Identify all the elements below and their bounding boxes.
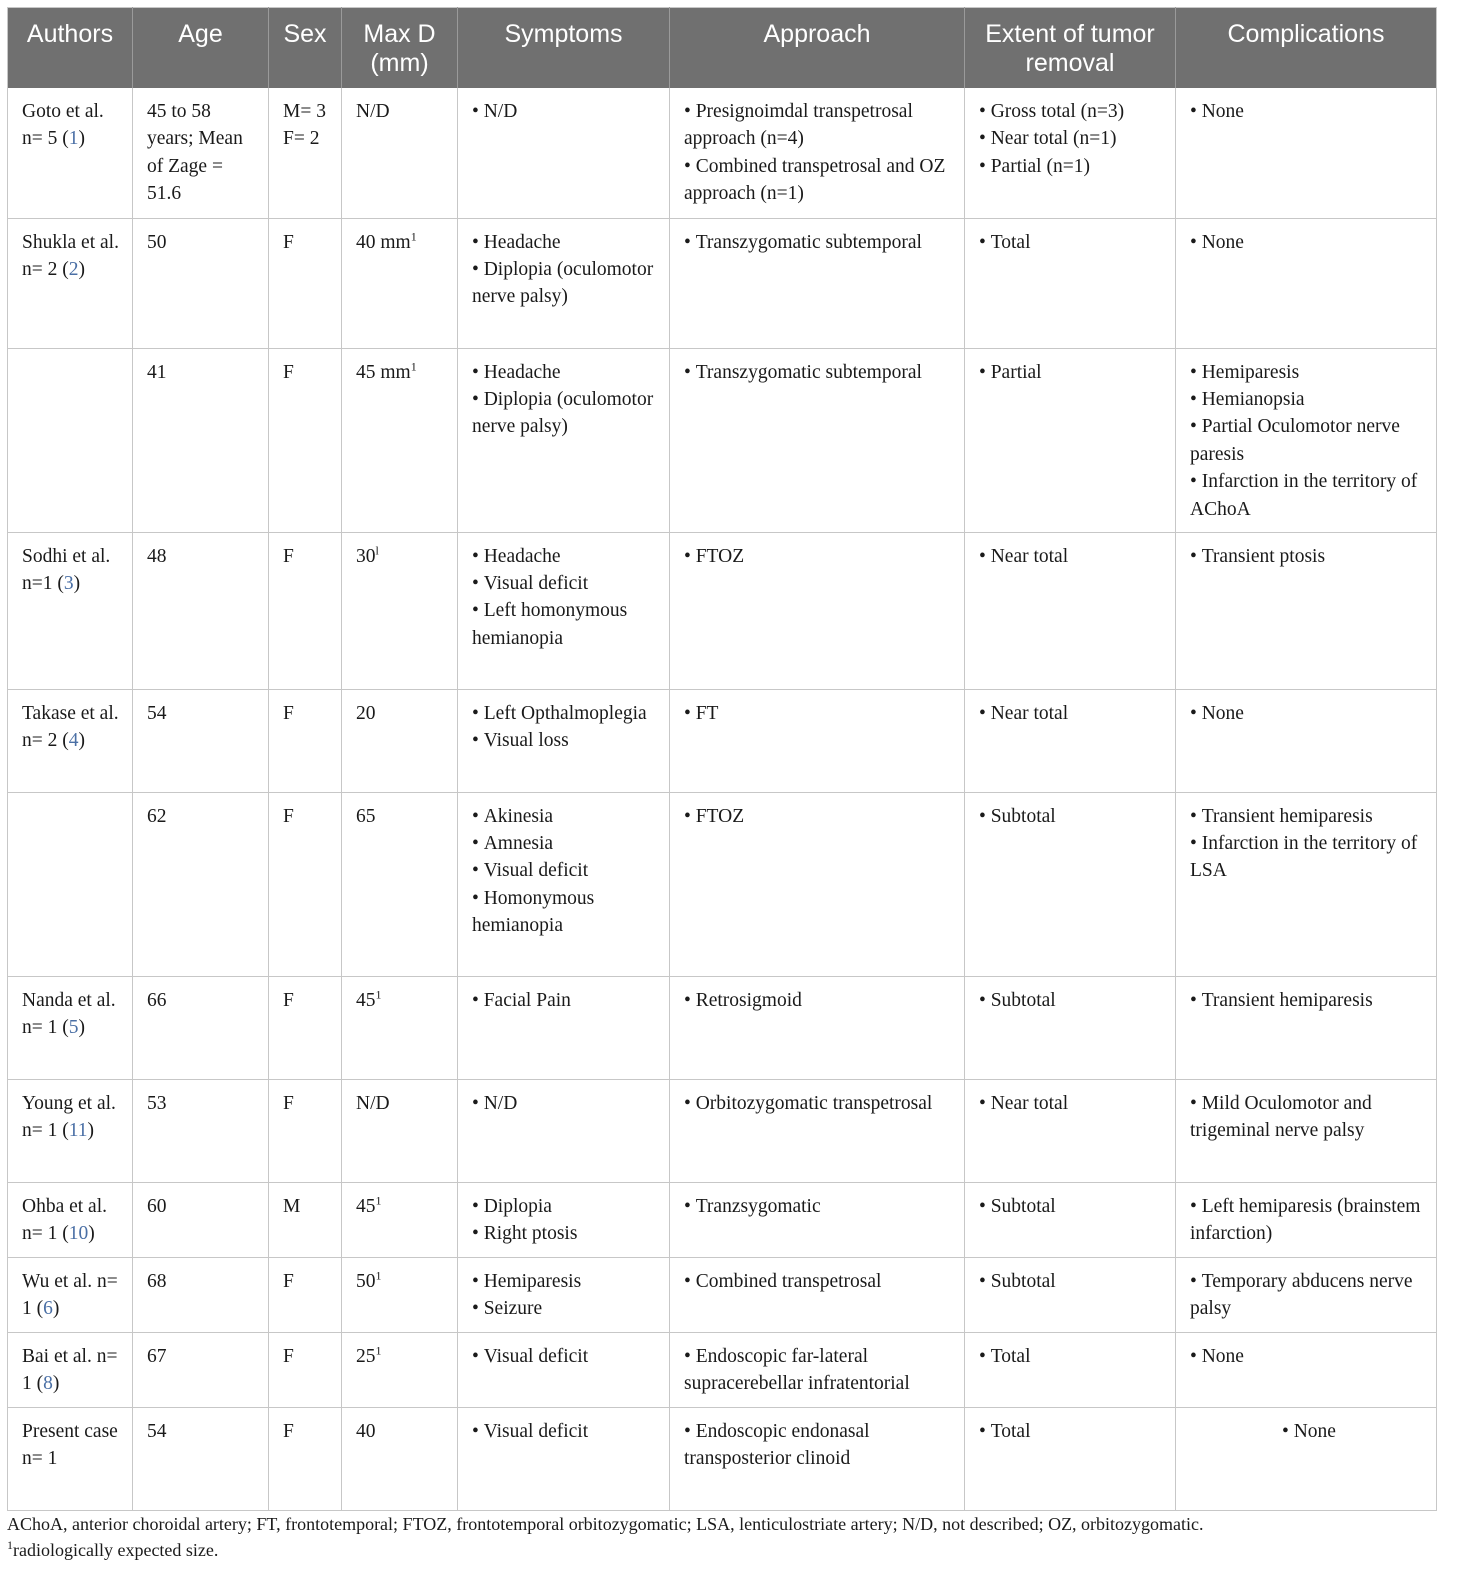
symptom-item: • Visual loss bbox=[472, 727, 661, 754]
cell-max-d bbox=[342, 1257, 458, 1332]
cell-approach bbox=[670, 1332, 965, 1407]
cell-complications bbox=[1176, 1182, 1437, 1257]
author-n: n= 1 ( bbox=[22, 1016, 69, 1038]
symptom-item: • Visual deficit bbox=[472, 1343, 661, 1370]
max-d-value: 50 bbox=[356, 1270, 376, 1292]
cell-age: 67 bbox=[133, 1332, 269, 1407]
approach-list bbox=[684, 229, 956, 256]
table-row bbox=[8, 88, 1437, 218]
approach-list bbox=[684, 1268, 956, 1295]
cell-complications bbox=[1176, 532, 1437, 689]
max-d-value: 45 bbox=[356, 989, 376, 1011]
cell-complications bbox=[1176, 689, 1437, 792]
cell-max-d bbox=[342, 792, 458, 976]
complications-list bbox=[1190, 1418, 1428, 1445]
symptom-item: • Diplopia (oculomotor nerve palsy) bbox=[472, 256, 661, 311]
table-row bbox=[8, 218, 1437, 348]
max-d-value: 30 bbox=[356, 545, 376, 567]
symptom-item: • Seizure bbox=[472, 1295, 661, 1322]
cell-age: 62 bbox=[133, 792, 269, 976]
cell-extent bbox=[965, 1257, 1176, 1332]
reference-link[interactable]: 11 bbox=[68, 1119, 88, 1141]
cell-max-d bbox=[342, 689, 458, 792]
complication-item: • Hemiparesis bbox=[1190, 359, 1428, 386]
reference-link[interactable]: 3 bbox=[63, 572, 74, 594]
symptoms-list bbox=[472, 1090, 661, 1117]
cell-age: 41 bbox=[133, 348, 269, 532]
symptom-item: • Visual deficit bbox=[472, 570, 661, 597]
extent-item: • Partial (n=1) bbox=[979, 153, 1167, 180]
complications-list bbox=[1190, 1268, 1428, 1323]
cell-symptoms bbox=[458, 1332, 670, 1407]
complication-item: • Transient hemiparesis bbox=[1190, 987, 1428, 1014]
extent-item: • Near total bbox=[979, 1090, 1167, 1117]
extent-list bbox=[979, 1343, 1167, 1370]
symptoms-list bbox=[472, 359, 661, 441]
max-d-value: N/D bbox=[356, 1092, 390, 1114]
cell-sex: F bbox=[269, 348, 342, 532]
cell-symptoms bbox=[458, 976, 670, 1079]
reference-link[interactable]: 8 bbox=[43, 1372, 53, 1394]
author-n: n= 1 bbox=[22, 1447, 58, 1469]
symptoms-list bbox=[472, 98, 661, 125]
reference-close: ) bbox=[78, 258, 85, 280]
max-d-value: 65 bbox=[356, 805, 376, 827]
cell-sex: F bbox=[269, 1407, 342, 1510]
extent-item: • Partial bbox=[979, 359, 1167, 386]
cell-sex: F bbox=[269, 689, 342, 792]
reference-link[interactable]: 5 bbox=[68, 1016, 79, 1038]
complication-item: • Transient hemiparesis bbox=[1190, 803, 1428, 830]
symptoms-list bbox=[472, 803, 661, 940]
symptom-item: • Left Opthalmoplegia bbox=[472, 700, 661, 727]
reference-close: ) bbox=[78, 729, 85, 751]
extent-list bbox=[979, 229, 1167, 256]
symptom-item: • Hemiparesis bbox=[472, 1268, 661, 1295]
author-name: Shukla et al. bbox=[22, 231, 119, 253]
complications-list bbox=[1190, 803, 1428, 885]
table-row bbox=[8, 1257, 1437, 1332]
symptoms-list bbox=[472, 1418, 661, 1445]
complication-item: • None bbox=[1190, 98, 1428, 125]
cell-authors bbox=[8, 1079, 133, 1182]
cell-symptoms bbox=[458, 1407, 670, 1510]
complications-list bbox=[1190, 543, 1428, 570]
header-age: Age bbox=[133, 8, 269, 89]
max-d-footnote-marker: 1 bbox=[375, 1343, 382, 1357]
complications-list bbox=[1190, 229, 1428, 256]
cell-age: 54 bbox=[133, 689, 269, 792]
approach-list bbox=[684, 359, 956, 386]
cell-symptoms bbox=[458, 1182, 670, 1257]
symptom-item: • Diplopia bbox=[472, 1193, 661, 1220]
approach-item: • Endoscopic endonasal transposterior clinoid bbox=[684, 1418, 956, 1473]
extent-item: • Gross total (n=3) bbox=[979, 98, 1167, 125]
cell-sex: F bbox=[269, 976, 342, 1079]
cell-approach bbox=[670, 1257, 965, 1332]
max-d-footnote-marker: 1 bbox=[375, 1268, 382, 1282]
table-row bbox=[8, 689, 1437, 792]
author-n: n= 2 ( bbox=[22, 258, 69, 280]
approach-list bbox=[684, 1418, 956, 1473]
extent-list bbox=[979, 543, 1167, 570]
symptom-item: • Diplopia (oculomotor nerve palsy) bbox=[472, 386, 661, 441]
author-name: Nanda et al. bbox=[22, 989, 116, 1011]
header-row bbox=[8, 8, 1437, 89]
cell-authors bbox=[8, 532, 133, 689]
cell-complications bbox=[1176, 1257, 1437, 1332]
cell-sex: M bbox=[269, 1182, 342, 1257]
max-d-value: 40 mm bbox=[356, 231, 411, 253]
symptoms-list bbox=[472, 229, 661, 311]
cell-authors bbox=[8, 218, 133, 348]
symptom-item: • Headache bbox=[472, 229, 661, 256]
cell-authors bbox=[8, 792, 133, 976]
cell-age: 50 bbox=[133, 218, 269, 348]
approach-item: • Combined transpetrosal and OZ approach (n=1) bbox=[684, 153, 956, 208]
complication-item: • Temporary abducens nerve palsy bbox=[1190, 1268, 1428, 1323]
author-name: Wu et al. bbox=[22, 1270, 93, 1292]
symptom-item: • Amnesia bbox=[472, 830, 661, 857]
cell-approach bbox=[670, 689, 965, 792]
cell-max-d bbox=[342, 88, 458, 218]
cell-symptoms bbox=[458, 1079, 670, 1182]
complications-list bbox=[1190, 1343, 1428, 1370]
reference-close: ) bbox=[78, 128, 85, 150]
reference-link[interactable]: 6 bbox=[43, 1297, 53, 1319]
approach-item: • FT bbox=[684, 700, 956, 727]
approach-list bbox=[684, 1343, 956, 1398]
reference-close: ) bbox=[52, 1372, 60, 1394]
approach-list bbox=[684, 1090, 956, 1117]
extent-list bbox=[979, 1418, 1167, 1445]
complication-item: • None bbox=[1190, 700, 1428, 727]
header-authors: Authors bbox=[8, 8, 133, 89]
table-row bbox=[8, 1407, 1437, 1510]
approach-item: • Presignoimdal transpetrosal approach (n=4) bbox=[684, 98, 956, 153]
symptom-item: • Left homonymous hemianopia bbox=[472, 597, 661, 652]
cell-extent bbox=[965, 218, 1176, 348]
cell-extent bbox=[965, 1079, 1176, 1182]
cell-approach bbox=[670, 1182, 965, 1257]
cell-authors bbox=[8, 976, 133, 1079]
approach-item: • Endoscopic far-lateral supracerebellar infratentorial bbox=[684, 1343, 956, 1398]
symptom-item: • Headache bbox=[472, 359, 661, 386]
complications-list bbox=[1190, 987, 1428, 1014]
complication-item: • None bbox=[1190, 1343, 1428, 1370]
table-row bbox=[8, 532, 1437, 689]
cell-extent bbox=[965, 976, 1176, 1079]
review-table-wrapper bbox=[7, 7, 1436, 1511]
symptoms-list bbox=[472, 700, 661, 755]
cell-symptoms bbox=[458, 1257, 670, 1332]
cell-extent bbox=[965, 532, 1176, 689]
extent-item: • Near total (n=1) bbox=[979, 125, 1167, 152]
cell-complications bbox=[1176, 1079, 1437, 1182]
reference-close: ) bbox=[87, 1119, 95, 1141]
max-d-value: 40 bbox=[356, 1420, 376, 1442]
symptoms-list bbox=[472, 1268, 661, 1323]
cell-sex: F bbox=[269, 1079, 342, 1182]
approach-item: • Retrosigmoid bbox=[684, 987, 956, 1014]
cell-sex: F bbox=[269, 792, 342, 976]
symptom-item: • Homonymous hemianopia bbox=[472, 885, 661, 940]
cell-extent bbox=[965, 792, 1176, 976]
approach-item: • Orbitozygomatic transpetrosal bbox=[684, 1090, 956, 1117]
cell-sex: M= 3 F= 2 bbox=[269, 88, 342, 218]
symptom-item: • Right ptosis bbox=[472, 1220, 661, 1247]
extent-item: • Subtotal bbox=[979, 1268, 1167, 1295]
approach-item: • Combined transpetrosal bbox=[684, 1268, 956, 1295]
abbreviations-note: AChoA, anterior choroidal artery; FT, frontotemporal; FTOZ, frontotemporal orbitozygomatic; LSA, lenticulostriate artery; N/D, not described; OZ, orbitozygomatic. bbox=[7, 1514, 1204, 1534]
complication-item: • None bbox=[1190, 1418, 1428, 1445]
max-d-value: 45 mm bbox=[356, 361, 411, 383]
cell-extent bbox=[965, 348, 1176, 532]
cell-approach bbox=[670, 792, 965, 976]
extent-list bbox=[979, 803, 1167, 830]
author-n: n= 1 ( bbox=[22, 1345, 118, 1394]
extent-list bbox=[979, 987, 1167, 1014]
complication-item: • Left hemiparesis (brainstem infarction) bbox=[1190, 1193, 1428, 1248]
cell-age: 68 bbox=[133, 1257, 269, 1332]
extent-list bbox=[979, 1268, 1167, 1295]
complications-list bbox=[1190, 359, 1428, 523]
extent-list bbox=[979, 98, 1167, 180]
complication-item: • Partial Oculomotor nerve paresis bbox=[1190, 413, 1428, 468]
cell-age: 48 bbox=[133, 532, 269, 689]
header-approach: Approach bbox=[670, 8, 965, 89]
approach-item: • Transzygomatic subtemporal bbox=[684, 359, 956, 386]
max-d-value: 45 bbox=[356, 1195, 376, 1217]
extent-item: • Subtotal bbox=[979, 1193, 1167, 1220]
table-row bbox=[8, 792, 1437, 976]
cell-age: 53 bbox=[133, 1079, 269, 1182]
author-n: n= 1 ( bbox=[22, 1222, 69, 1244]
complications-list bbox=[1190, 98, 1428, 125]
reference-link[interactable]: 2 bbox=[68, 258, 79, 280]
table-row bbox=[8, 1332, 1437, 1407]
cell-max-d bbox=[342, 532, 458, 689]
cell-sex: F bbox=[269, 218, 342, 348]
extent-item: • Total bbox=[979, 229, 1167, 256]
author-n: n= 1 ( bbox=[22, 1270, 118, 1319]
cell-approach bbox=[670, 218, 965, 348]
cell-complications bbox=[1176, 976, 1437, 1079]
table-row bbox=[8, 976, 1437, 1079]
author-n: n= 2 ( bbox=[22, 729, 69, 751]
symptom-item: • N/D bbox=[472, 1090, 661, 1117]
cell-symptoms bbox=[458, 218, 670, 348]
cell-extent bbox=[965, 1182, 1176, 1257]
author-name: Sodhi et al. bbox=[22, 545, 111, 567]
extent-item: • Subtotal bbox=[979, 803, 1167, 830]
approach-item: • Transzygomatic subtemporal bbox=[684, 229, 956, 256]
cell-symptoms bbox=[458, 532, 670, 689]
complication-item: • Transient ptosis bbox=[1190, 543, 1428, 570]
approach-list bbox=[684, 803, 956, 830]
author-name: Ohba et al. bbox=[22, 1195, 108, 1217]
max-d-value: N/D bbox=[356, 101, 390, 122]
cell-complications bbox=[1176, 792, 1437, 976]
author-name: Takase et al. bbox=[22, 702, 119, 724]
cell-symptoms bbox=[458, 792, 670, 976]
cell-max-d bbox=[342, 976, 458, 1079]
cell-age: 60 bbox=[133, 1182, 269, 1257]
extent-item: • Total bbox=[979, 1418, 1167, 1445]
extent-item: • Near total bbox=[979, 543, 1167, 570]
author-n: n= 5 ( bbox=[22, 128, 69, 150]
header-extent: Extent of tumor removal bbox=[965, 8, 1176, 89]
extent-item: • Total bbox=[979, 1343, 1167, 1370]
cell-authors bbox=[8, 1332, 133, 1407]
symptom-item: • Visual deficit bbox=[472, 1418, 661, 1445]
max-d-value: 25 bbox=[356, 1345, 376, 1367]
cell-max-d bbox=[342, 1407, 458, 1510]
symptom-item: • Akinesia bbox=[472, 803, 661, 830]
max-d-footnote-marker: 1 bbox=[375, 987, 382, 1001]
author-name: Young et al. bbox=[22, 1092, 116, 1114]
cell-symptoms bbox=[458, 88, 670, 218]
cell-authors bbox=[8, 1182, 133, 1257]
header-sex: Sex bbox=[269, 8, 342, 89]
header-complications: Complications bbox=[1176, 8, 1437, 89]
cell-complications bbox=[1176, 218, 1437, 348]
cell-authors bbox=[8, 1257, 133, 1332]
footnote-marker: 1 bbox=[7, 1538, 13, 1552]
cell-complications bbox=[1176, 348, 1437, 532]
author-name: Present case bbox=[22, 1420, 118, 1442]
reference-link[interactable]: 4 bbox=[68, 729, 79, 751]
cell-sex: F bbox=[269, 532, 342, 689]
max-d-value: 20 bbox=[356, 702, 376, 724]
cell-extent bbox=[965, 1407, 1176, 1510]
cell-approach bbox=[670, 976, 965, 1079]
symptoms-list bbox=[472, 543, 661, 653]
max-d-footnote-marker: 1 bbox=[410, 359, 417, 373]
max-d-footnote-marker: 1 bbox=[410, 229, 417, 243]
symptom-item: • Visual deficit bbox=[472, 857, 661, 884]
cell-max-d bbox=[342, 1079, 458, 1182]
extent-list bbox=[979, 1193, 1167, 1220]
symptoms-list bbox=[472, 1193, 661, 1248]
cell-sex: F bbox=[269, 1332, 342, 1407]
cell-approach bbox=[670, 348, 965, 532]
header-max-d: Max D (mm) bbox=[342, 8, 458, 89]
table-row bbox=[8, 348, 1437, 532]
approach-list bbox=[684, 543, 956, 570]
author-n: n=1 ( bbox=[22, 572, 64, 594]
author-name: Goto et al. bbox=[22, 101, 104, 122]
cell-approach bbox=[670, 532, 965, 689]
cell-extent bbox=[965, 88, 1176, 218]
table-row bbox=[8, 1079, 1437, 1182]
cell-complications bbox=[1176, 1407, 1437, 1510]
author-n: n= 1 ( bbox=[22, 1119, 69, 1141]
reference-link[interactable]: 10 bbox=[68, 1222, 89, 1244]
symptom-item: • Headache bbox=[472, 543, 661, 570]
expected-size-text: radiologically expected size. bbox=[13, 1540, 219, 1560]
complication-item: • Hemianopsia bbox=[1190, 386, 1428, 413]
symptoms-list bbox=[472, 1343, 661, 1370]
reference-close: ) bbox=[88, 1222, 95, 1244]
cell-approach bbox=[670, 88, 965, 218]
header-symptoms: Symptoms bbox=[458, 8, 670, 89]
table-footnotes bbox=[7, 1511, 1436, 1563]
cell-symptoms bbox=[458, 348, 670, 532]
complications-list bbox=[1190, 1090, 1428, 1145]
cell-symptoms bbox=[458, 689, 670, 792]
complication-item: • Infarction in the territory of AChoA bbox=[1190, 468, 1428, 523]
max-d-footnote-marker: l bbox=[375, 543, 379, 557]
author-name: Bai et al. bbox=[22, 1345, 92, 1367]
approach-item: • Tranzsygomatic bbox=[684, 1193, 956, 1220]
reference-close: ) bbox=[73, 572, 81, 594]
cell-complications bbox=[1176, 88, 1437, 218]
complication-item: • Infarction in the territory of LSA bbox=[1190, 830, 1428, 885]
cell-extent bbox=[965, 1332, 1176, 1407]
cell-max-d bbox=[342, 348, 458, 532]
cell-approach bbox=[670, 1079, 965, 1182]
cell-sex: F bbox=[269, 1257, 342, 1332]
cell-extent bbox=[965, 689, 1176, 792]
cell-max-d bbox=[342, 1332, 458, 1407]
complications-list bbox=[1190, 1193, 1428, 1248]
cell-age: 45 to 58 years; Mean of Zage = 51.6 bbox=[133, 88, 269, 218]
cell-approach bbox=[670, 1407, 965, 1510]
reference-link[interactable]: 1 bbox=[68, 128, 79, 150]
approach-item: • FTOZ bbox=[684, 803, 956, 830]
complication-item: • Mild Oculomotor and trigeminal nerve palsy bbox=[1190, 1090, 1428, 1145]
symptom-item: • Facial Pain bbox=[472, 987, 661, 1014]
approach-item: • FTOZ bbox=[684, 543, 956, 570]
symptoms-list bbox=[472, 987, 661, 1014]
cell-complications bbox=[1176, 1332, 1437, 1407]
approach-list bbox=[684, 98, 956, 208]
literature-review-table bbox=[7, 7, 1437, 1511]
cell-authors bbox=[8, 689, 133, 792]
approach-list bbox=[684, 987, 956, 1014]
approach-list bbox=[684, 1193, 956, 1220]
extent-list bbox=[979, 359, 1167, 386]
reference-close: ) bbox=[52, 1297, 60, 1319]
cell-authors bbox=[8, 1407, 133, 1510]
cell-authors bbox=[8, 88, 133, 218]
cell-age: 66 bbox=[133, 976, 269, 1079]
cell-authors bbox=[8, 348, 133, 532]
approach-list bbox=[684, 700, 956, 727]
cell-max-d bbox=[342, 1182, 458, 1257]
extent-list bbox=[979, 1090, 1167, 1117]
max-d-footnote-marker: 1 bbox=[375, 1193, 382, 1207]
symptom-item: • N/D bbox=[472, 98, 661, 125]
complications-list bbox=[1190, 700, 1428, 727]
reference-close: ) bbox=[78, 1016, 85, 1038]
cell-max-d bbox=[342, 218, 458, 348]
extent-list bbox=[979, 700, 1167, 727]
table-body bbox=[8, 88, 1437, 1510]
extent-item: • Subtotal bbox=[979, 987, 1167, 1014]
extent-item: • Near total bbox=[979, 700, 1167, 727]
expected-size-note bbox=[7, 1537, 1436, 1563]
complication-item: • None bbox=[1190, 229, 1428, 256]
cell-age: 54 bbox=[133, 1407, 269, 1510]
table-row bbox=[8, 1182, 1437, 1257]
